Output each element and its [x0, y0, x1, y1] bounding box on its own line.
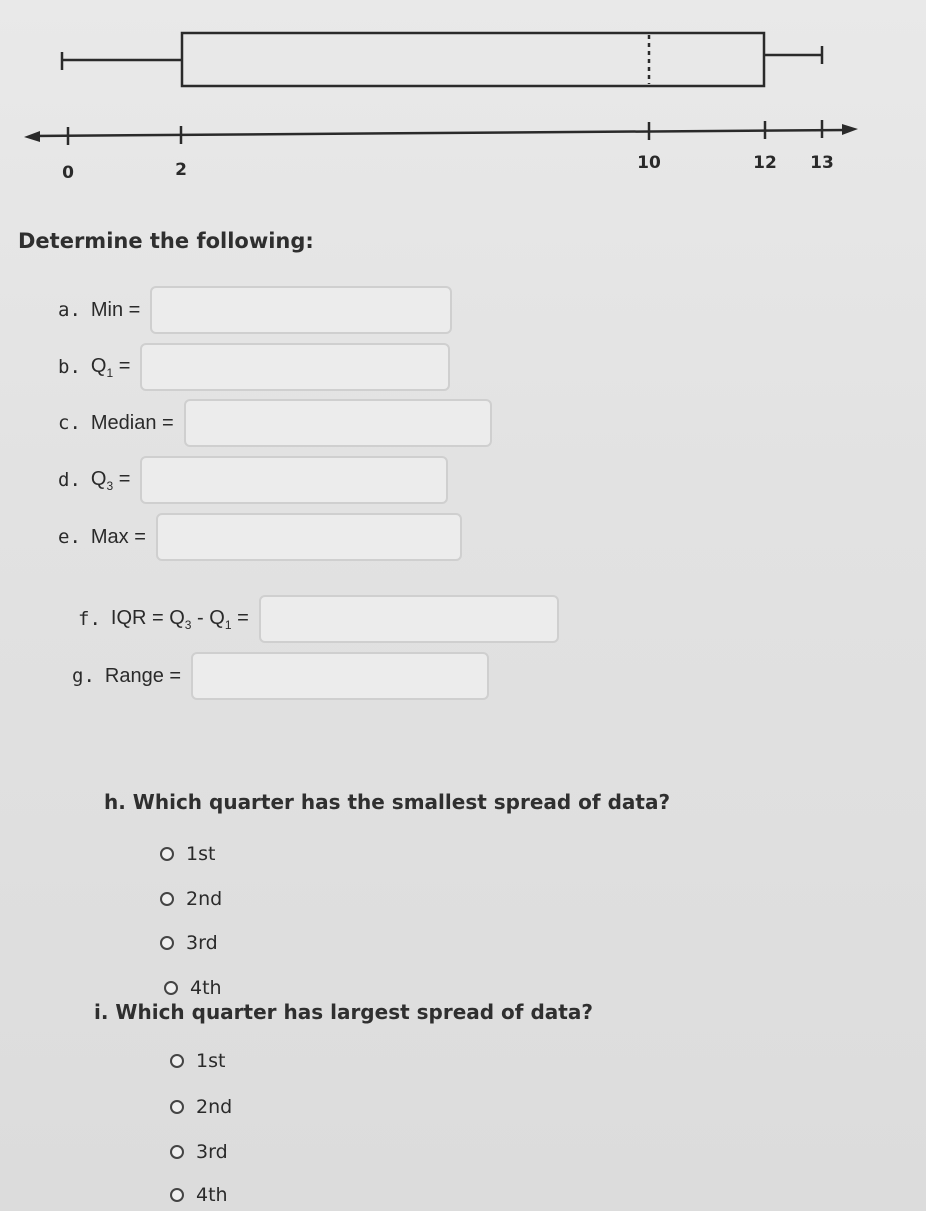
radio-button[interactable]	[160, 892, 174, 906]
radio-button[interactable]	[170, 1188, 184, 1202]
question-h: h. Which quarter has the smallest spread of data?	[104, 790, 671, 814]
field-letter: c.	[58, 412, 81, 434]
field-letter: d.	[58, 469, 81, 491]
tick-label-13: 13	[810, 153, 834, 173]
option-i-4th[interactable]	[170, 1184, 228, 1206]
number-line	[32, 130, 848, 136]
field-row-max	[58, 512, 462, 562]
field-label-min: Min =	[90, 298, 141, 321]
field-row-range	[72, 651, 489, 701]
radio-button[interactable]	[170, 1100, 184, 1114]
option-label: 3rd	[186, 932, 218, 954]
instructions-heading: Determine the following:	[18, 229, 314, 253]
field-label-range: Range =	[104, 664, 182, 687]
min-input[interactable]	[150, 286, 452, 334]
tick-label-10: 10	[637, 153, 661, 173]
tick-label-2: 2	[175, 160, 187, 180]
option-h-1st[interactable]	[160, 843, 215, 865]
field-label-q3: $Q_3$ =	[90, 467, 131, 493]
field-row-iqr	[78, 594, 559, 644]
median-input[interactable]	[184, 399, 492, 447]
max-input[interactable]	[156, 513, 462, 561]
field-row-median	[58, 398, 492, 448]
question-i: i. Which quarter has largest spread of data?	[94, 1000, 593, 1024]
field-row-q1	[58, 342, 450, 392]
range-input[interactable]	[191, 652, 489, 700]
radio-button[interactable]	[160, 936, 174, 950]
number-line-right-arrow	[842, 124, 858, 135]
option-h-4th[interactable]	[164, 977, 222, 999]
option-label: 4th	[196, 1184, 228, 1206]
iqr-input[interactable]	[259, 595, 559, 643]
box-q1-q3	[182, 33, 764, 86]
option-label: 3rd	[196, 1141, 228, 1163]
field-row-q3	[58, 455, 448, 505]
q1-input[interactable]	[140, 343, 450, 391]
option-label: 2nd	[196, 1096, 233, 1118]
field-label-iqr: IQR = $Q_3 - Q_1$ =	[110, 606, 249, 632]
radio-button[interactable]	[164, 981, 178, 995]
option-label: 1st	[186, 843, 216, 865]
field-letter: g.	[72, 665, 95, 687]
field-label-q1: $Q_1$ =	[90, 354, 131, 380]
tick-label-0: 0	[62, 163, 74, 183]
radio-button[interactable]	[170, 1054, 184, 1068]
field-row-min	[58, 285, 452, 335]
option-i-1st[interactable]	[170, 1050, 225, 1072]
number-line-left-arrow	[24, 131, 40, 142]
field-letter: e.	[58, 526, 81, 548]
option-i-3rd[interactable]	[170, 1141, 228, 1163]
tick-label-12: 12	[753, 153, 777, 173]
box-plot	[0, 0, 926, 200]
field-letter: a.	[58, 299, 81, 321]
field-letter: f.	[78, 608, 101, 630]
radio-button[interactable]	[160, 847, 174, 861]
field-label-median: Median =	[90, 411, 174, 434]
field-label-max: Max =	[90, 525, 146, 548]
q3-input[interactable]	[140, 456, 448, 504]
option-h-3rd[interactable]	[160, 932, 218, 954]
option-label: 1st	[196, 1050, 226, 1072]
option-i-2nd[interactable]	[170, 1096, 232, 1118]
radio-button[interactable]	[170, 1145, 184, 1159]
option-label: 2nd	[186, 888, 223, 910]
option-h-2nd[interactable]	[160, 888, 222, 910]
option-label: 4th	[190, 977, 222, 999]
field-letter: b.	[58, 356, 81, 378]
